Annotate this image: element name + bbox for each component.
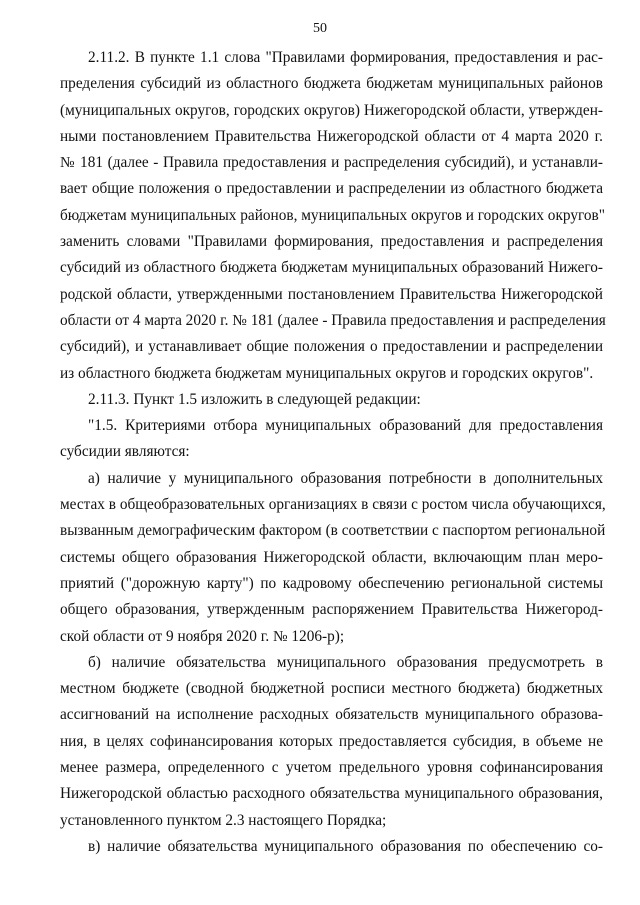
text-line: № 181 (далее - Правила предоставления и распределения субсидий), и устанавли- (60, 154, 603, 172)
text-line: пределения субсидий из областного бюджета бюджетам муниципальных районов (60, 75, 603, 93)
text-line: области от 4 марта 2020 г. № 181 (далее - Правила предоставления и распределения (60, 311, 606, 329)
text-line: общего образования, утвержденным распоряжением Правительства Нижегород- (60, 601, 603, 619)
document-text (60, 45, 606, 860)
text-line: ассигнований на исполнение расходных обязательств муниципального образова- (60, 706, 603, 724)
text-line: родской области, утвержденными постановлением Правительства Нижегородской (60, 285, 603, 303)
text-line: субсидий), и устанавливает общие положения о предоставлении и распределении (60, 338, 603, 356)
text-line: менее размера, определенного с учетом предельного уровня софинансирования (60, 759, 603, 777)
text-line: приятий ("дорожную карту") по кадровому обеспечению региональной системы (60, 574, 603, 592)
text-line: субсидии являются: (60, 443, 190, 461)
text-line: ными постановлением Правительства Нижегородской области от 4 марта 2020 г. (60, 127, 603, 145)
text-line: вает общие положения о предоставлении и распределении из областного бюджета (60, 180, 603, 198)
text-line: ния, в целях софинансирования которых предоставляется субсидия, в объеме не (60, 732, 603, 750)
text-line: ской области от 9 ноября 2020 г. № 1206-р); (60, 627, 345, 645)
text-line: бюджетам муниципальных районов, муниципальных округов и городских округов" (60, 206, 605, 224)
text-line: субсидий из областного бюджета бюджетам муниципальных образований Нижего- (60, 259, 603, 277)
text-line: б) наличие обязательства муниципального образования предусмотреть в (88, 653, 603, 671)
text-line: Нижегородской областью расходного обязательства муниципального образования, (60, 785, 603, 803)
text-line: заменить словами "Правилами формирования, предоставления и распределения (60, 233, 603, 251)
text-line: установленного пунктом 2.3 настоящего Порядка; (60, 811, 387, 829)
text-line: вызванным демографическим фактором (в соответствии с паспортом региональной (60, 522, 606, 540)
text-line: из областного бюджета бюджетам муниципальных округов и городских округов". (60, 364, 594, 382)
text-line: местах в общеобразовательных организациях в связи с ростом числа обучающихся, (60, 496, 606, 514)
text-line: 2.11.3. Пункт 1.5 изложить в следующей редакции: (88, 390, 421, 408)
text-line: "1.5. Критериями отбора муниципальных образований для предоставления (88, 417, 603, 435)
text-line: 2.11.2. В пункте 1.1 слова "Правилами формирования, предоставления и рас- (88, 49, 603, 66)
text-line: системы общего образования Нижегородской области, включающим план меро- (60, 548, 603, 566)
text-line: местном бюджете (сводной бюджетной росписи местного бюджета) бюджетных (60, 680, 603, 698)
page-number: 50 (313, 21, 327, 36)
text-line: а) наличие у муниципального образования потребности в дополнительных (88, 469, 603, 487)
text-line: в) наличие обязательства муниципального образования по обеспечению со- (88, 837, 603, 855)
text-line: (муниципальных округов, городских округов) Нижегородской области, утвержден- (60, 101, 603, 119)
